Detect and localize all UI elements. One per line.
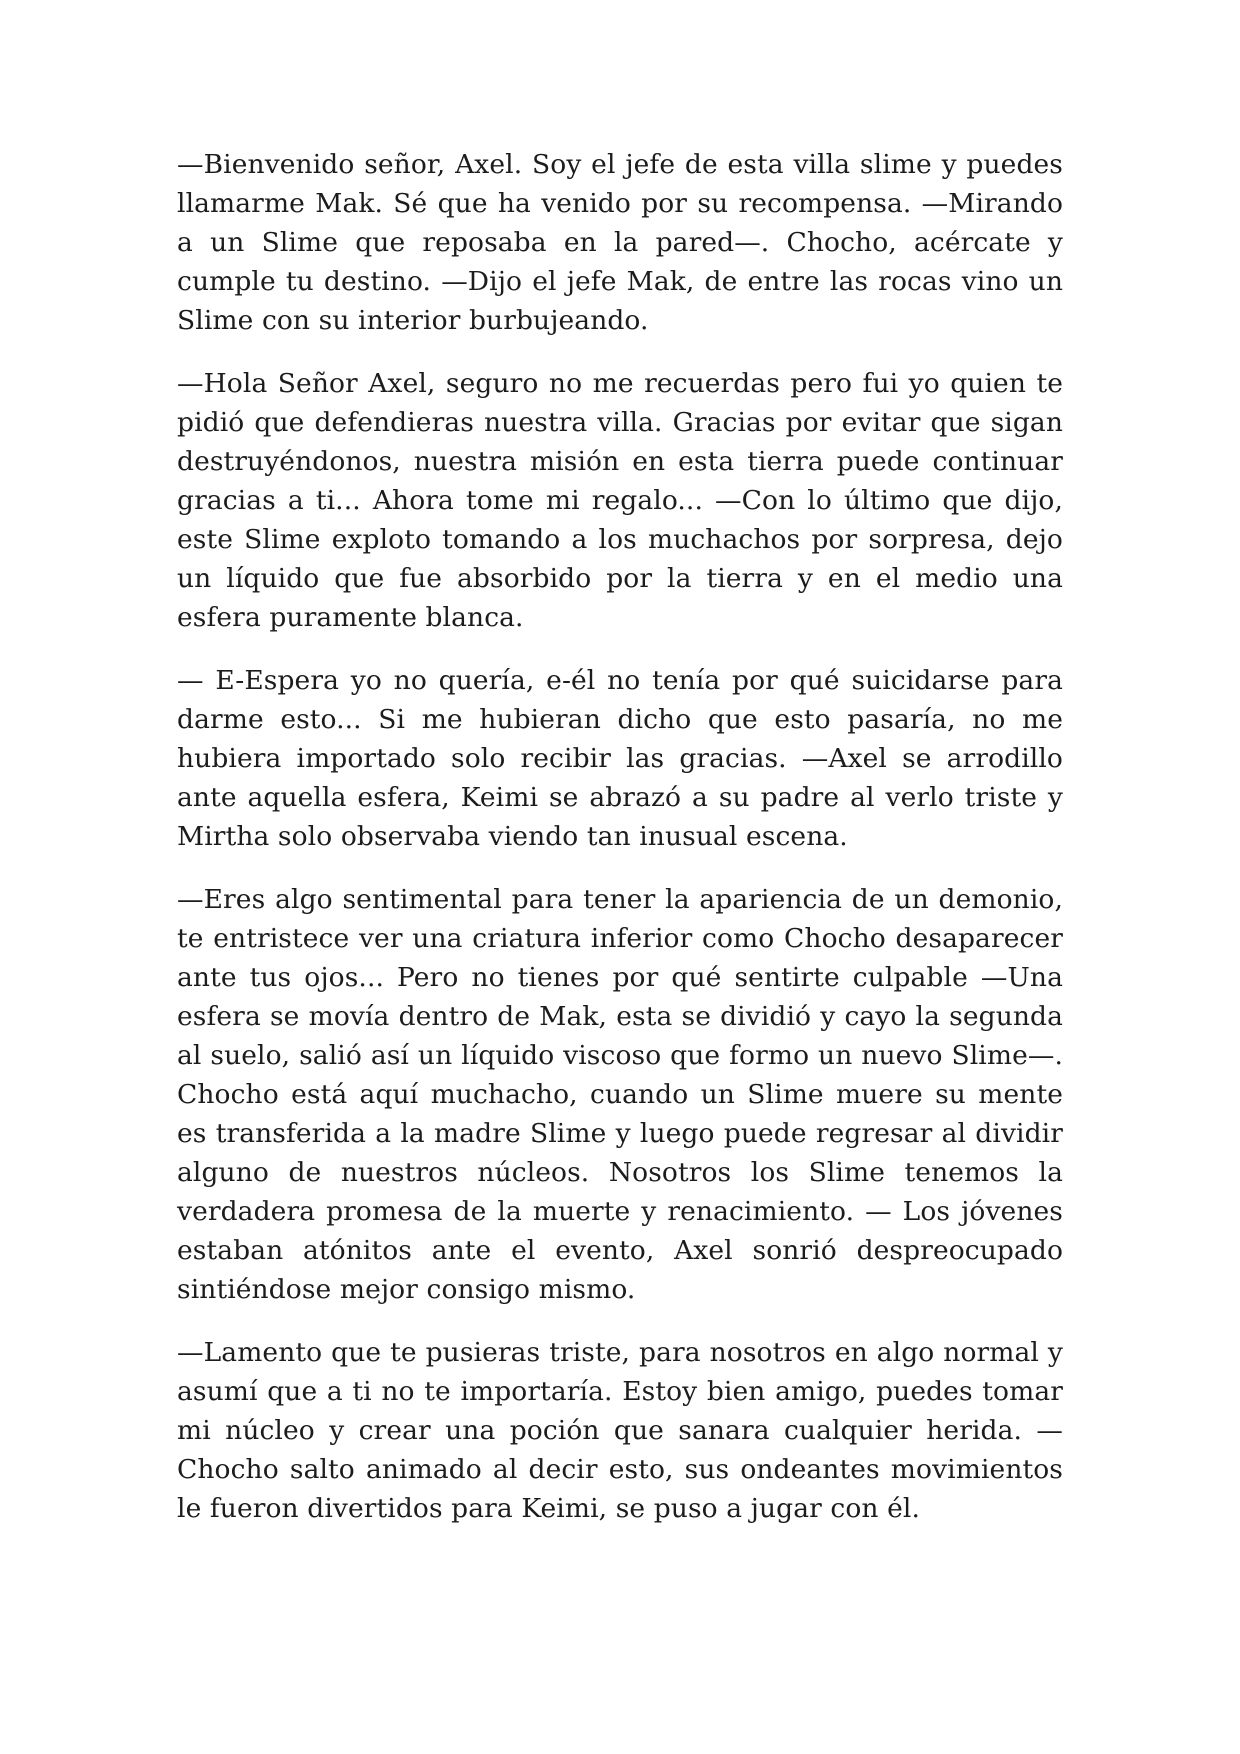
paragraph-3: — E-Espera yo no quería, e-él no tenía por qué suicidarse para darme esto... Si me hubieran dicho que esto pasaría, no me hubiera importado solo recibir las gracias. —Axel se arrodillo ante aquella esfera, Keimi se abrazó a su padre al verlo triste y Mirtha solo observaba viendo tan inusual escena.: [177, 665, 1063, 852]
paragraph-4: —Eres algo sentimental para tener la apariencia de un demonio, te entristece ver una criatura inferior como Chocho desaparecer ante tus ojos... Pero no tienes por qué sentirte culpable —Una esfera se movía dentro de Mak, esta se dividió y cayo la segunda al suelo, salió así un líquido viscoso que formo un nuevo Slime—. Chocho está aquí muchacho, cuando un Slime muere su mente es transferida a la madre Slime y luego puede regresar al dividir alguno de nuestros núcleos. Nosotros los Slime tenemos la verdadera promesa de la muerte y renacimiento. — Los jóvenes estaban atónitos ante el evento, Axel sonrió despreocupado sintiéndose mejor consigo mismo.: [177, 884, 1063, 1305]
paragraph-5: —Lamento que te pusieras triste, para nosotros en algo normal y asumí que a ti no te importaría. Estoy bien amigo, puedes tomar mi núcleo y crear una poción que sanara cualquier herida. —Chocho salto animado al decir esto, sus ondeantes movimientos le fueron divertidos para Keimi, se puso a jugar con él.: [177, 1337, 1063, 1524]
paragraph-2: —Hola Señor Axel, seguro no me recuerdas pero fui yo quien te pidió que defendieras nuestra villa. Gracias por evitar que sigan destruyéndonos, nuestra misión en esta tierra puede continuar gracias a ti... Ahora tome mi regalo... —Con lo último que dijo, este Slime exploto tomando a los muchachos por sorpresa, dejo un líquido que fue absorbido por la tierra y en el medio una esfera puramente blanca.: [177, 368, 1063, 633]
paragraph-1: —Bienvenido señor, Axel. Soy el jefe de esta villa slime y puedes llamarme Mak. Sé que ha venido por su recompensa. —Mirando a un Slime que reposaba en la pared—. Chocho, acércate y cumple tu destino. —Dijo el jefe Mak, de entre las rocas vino un Slime con su interior burbujeando.: [177, 149, 1063, 336]
body-text: [177, 145, 1063, 1552]
